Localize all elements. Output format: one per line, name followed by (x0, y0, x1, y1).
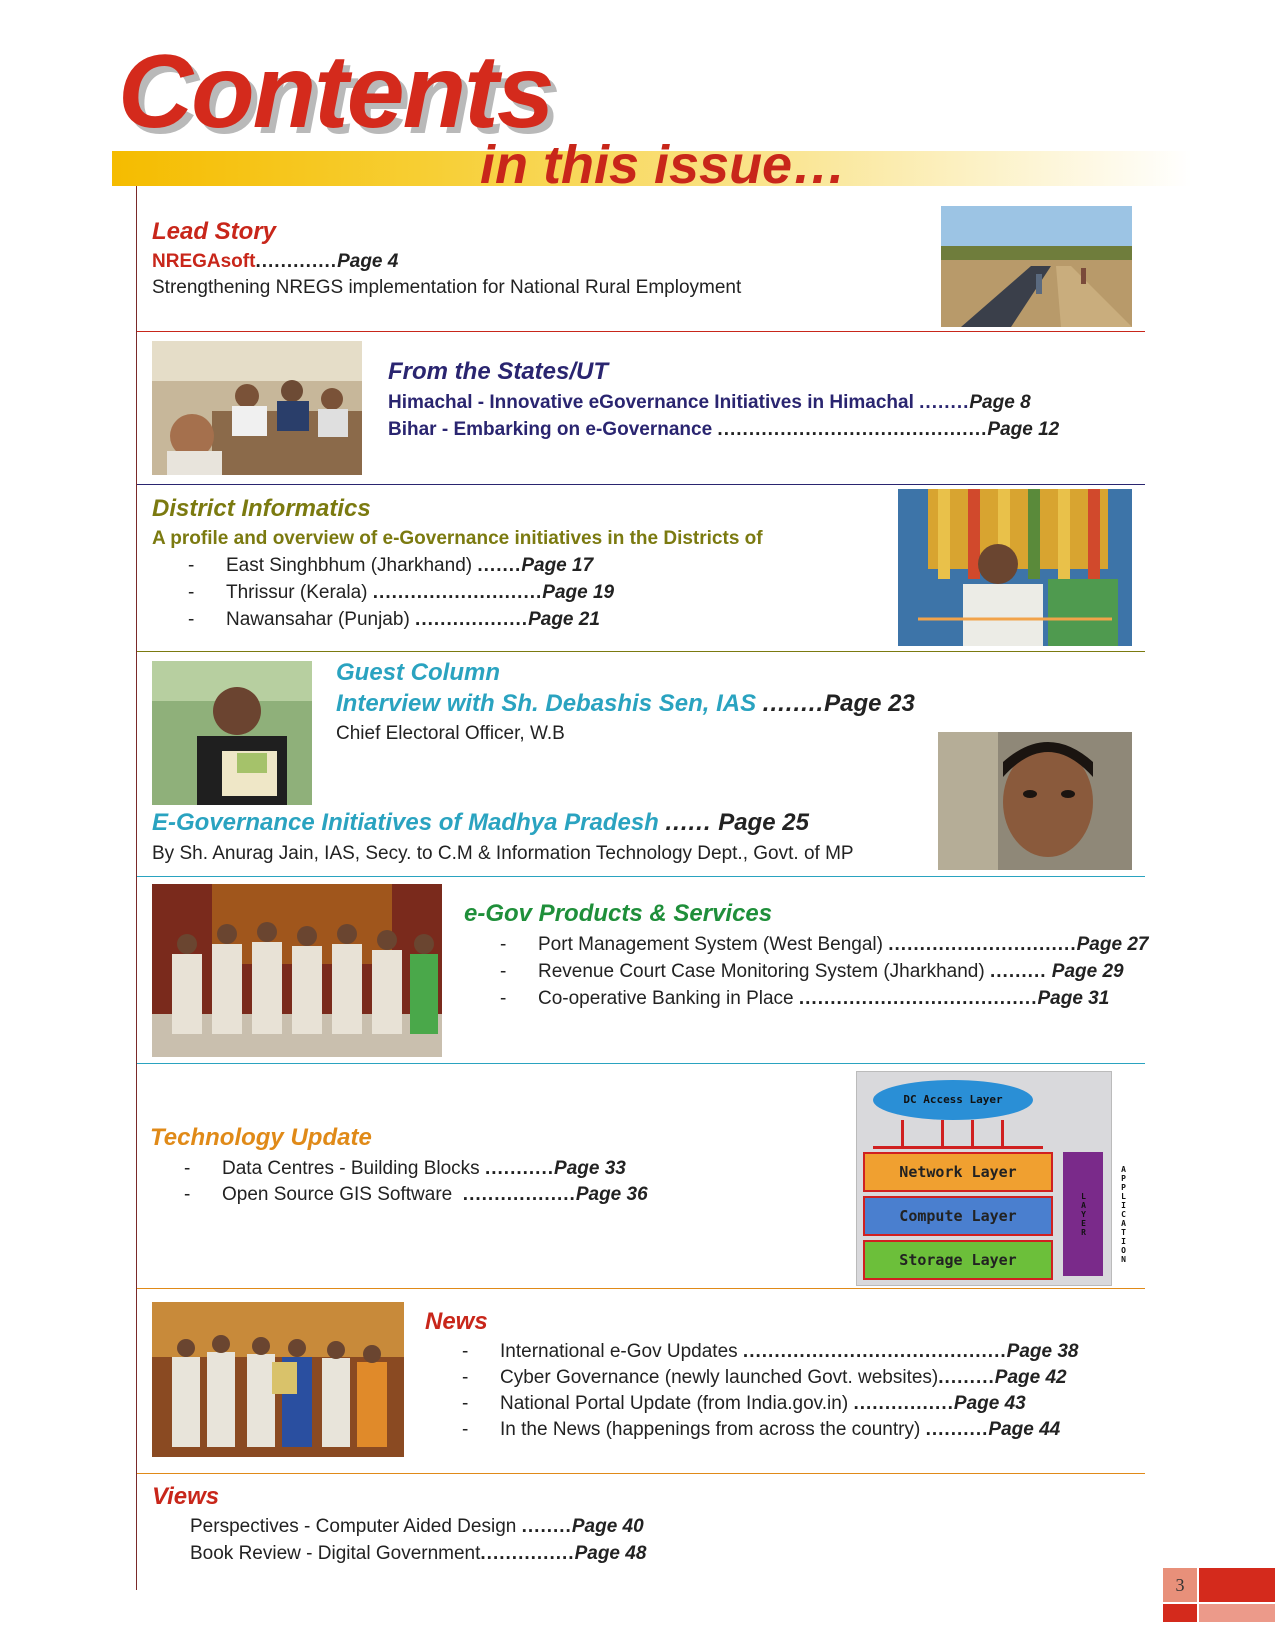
views-item-2[interactable]: Book Review - Digital Government...............Page 48 (190, 1543, 647, 1564)
news-item-2[interactable]: - Cyber Governance (newly launched Govt. websites).........Page 42 (462, 1367, 1067, 1388)
section-divider (137, 1288, 1145, 1289)
page-ref: Page 33 (554, 1158, 626, 1179)
award-ceremony-photo (152, 1302, 404, 1457)
states-item-2[interactable]: Bihar - Embarking on e-Governance ...........................................Page 12 (388, 419, 1060, 440)
tech-item-2[interactable]: - Open Source GIS Software ..................Page 36 (184, 1184, 648, 1205)
page-ref: Page 17 (521, 555, 594, 576)
page-ref: Page 31 (1037, 988, 1110, 1009)
district-item-3[interactable]: - Nawansahar (Punjab) ..................Page 21 (188, 609, 600, 630)
section-divider (137, 651, 1145, 652)
section-divider (137, 876, 1145, 877)
connector (941, 1120, 944, 1146)
page-ref: Page 8 (969, 392, 1031, 413)
section-divider (137, 484, 1145, 485)
news-item-4[interactable]: - In the News (happenings from across the country) ..........Page 44 (462, 1419, 1061, 1440)
page-ref: Page 29 (1051, 961, 1124, 982)
tech-item-1[interactable]: - Data Centres - Building Blocks ...........Page 33 (184, 1158, 626, 1179)
views-item-1[interactable]: Perspectives - Computer Aided Design ........Page 40 (190, 1516, 644, 1537)
page-number: 3 (1163, 1568, 1197, 1602)
products-item-2[interactable]: - Revenue Court Case Monitoring System (Jharkhand) ......... Page 29 (500, 961, 1124, 982)
page-ref: Page 40 (571, 1516, 644, 1537)
section-divider (137, 1063, 1145, 1064)
page-ref: Page 27 (1076, 934, 1149, 955)
group-photo (152, 884, 442, 1057)
district-item-2[interactable]: - Thrissur (Kerala) ...........................Page 19 (188, 582, 615, 603)
portrait-photo (938, 732, 1132, 870)
meeting-photo (152, 341, 362, 475)
connector (873, 1146, 1043, 1149)
page-ref: Page 23 (824, 690, 915, 717)
news-item-3[interactable]: - National Portal Update (from India.gov.in) ................Page 43 (462, 1393, 1026, 1414)
mp-article-description: By Sh. Anurag Jain, IAS, Secy. to C.M & Information Technology Dept., Govt. of MP (152, 843, 854, 864)
page-ref: Page 25 (718, 809, 809, 836)
products-item-3[interactable]: - Co-operative Banking in Place ......................................Page 31 (500, 988, 1110, 1009)
application-layer-bar (1063, 1152, 1128, 1276)
states-heading: From the States/UT (388, 358, 609, 385)
page-ref: Page 21 (528, 609, 600, 630)
page-ref: Page 48 (574, 1543, 647, 1564)
footer-block (1199, 1604, 1275, 1622)
page-ref: Page 19 (542, 582, 615, 603)
products-item-1[interactable]: - Port Management System (West Bengal) ..............................Page 27 (500, 934, 1149, 955)
lead-story-description: Strengthening NREGS implementation for National Rural Employment (152, 277, 742, 298)
canal-photo (941, 206, 1132, 327)
page-ref: Page 42 (994, 1367, 1067, 1388)
guest-heading: Guest Column (336, 659, 501, 686)
news-item-1[interactable]: - International e-Gov Updates ..........................................Page 38 (462, 1341, 1079, 1362)
page-ref: Page 36 (575, 1184, 648, 1205)
page-ref: Page 43 (953, 1393, 1026, 1414)
district-subheading: A profile and overview of e-Governance initiatives in the Districts of (152, 528, 763, 549)
guest-interview-description: Chief Electoral Officer, W.B (336, 723, 565, 744)
lead-story-heading: Lead Story (152, 218, 277, 245)
page-subtitle: in this issue… (480, 135, 847, 195)
lead-story-entry[interactable]: NREGAsoft.............Page 4 (152, 251, 399, 272)
connector (901, 1120, 904, 1146)
inauguration-photo (898, 489, 1132, 646)
section-divider (137, 331, 1145, 332)
views-heading: Views (152, 1483, 220, 1510)
mp-article-entry[interactable]: E-Governance Initiatives of Madhya Pradesh ...... Page 25 (152, 809, 809, 836)
district-item-1[interactable]: - East Singhbhum (Jharkhand) .......Page 17 (188, 555, 594, 576)
tech-heading: Technology Update (150, 1124, 372, 1151)
page-ref: Page 4 (337, 251, 399, 272)
guest-reading-photo (152, 661, 312, 805)
footer-block (1199, 1568, 1275, 1602)
dc-access-cloud: DC Access Layer (873, 1080, 1033, 1120)
products-heading: e-Gov Products & Services (464, 900, 773, 927)
application-layer-label: APPLICATION LAYER (1079, 1164, 1128, 1264)
lead-story-title: NREGAsoft (152, 251, 256, 272)
left-rule (136, 186, 137, 1590)
page-title: Contents (118, 34, 553, 150)
connector (1001, 1120, 1004, 1146)
district-heading: District Informatics (152, 495, 371, 522)
network-layer-box: Network Layer (863, 1152, 1053, 1192)
guest-interview-entry[interactable]: Interview with Sh. Debashis Sen, IAS ........Page 23 (336, 690, 915, 717)
page-ref: Page 12 (987, 419, 1060, 440)
storage-layer-box: Storage Layer (863, 1240, 1053, 1280)
connector (971, 1120, 974, 1146)
news-heading: News (425, 1308, 488, 1335)
section-divider (137, 1473, 1145, 1474)
page-ref: Page 44 (988, 1419, 1061, 1440)
footer-block (1163, 1604, 1197, 1622)
data-centre-diagram (856, 1071, 1128, 1286)
compute-layer-box: Compute Layer (863, 1196, 1053, 1236)
page-ref: Page 38 (1006, 1341, 1079, 1362)
states-item-1[interactable]: Himachal - Innovative eGovernance Initiatives in Himachal ........Page 8 (388, 392, 1031, 413)
